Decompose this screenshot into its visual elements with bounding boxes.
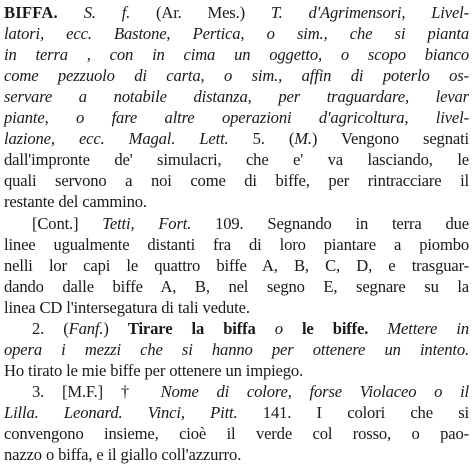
- entry-text-run: nazzo o biffa, e il giallo coll'azzurro.: [4, 445, 242, 465]
- entry-text-run: Mettere in: [387, 318, 469, 338]
- entry-text-run: Lilla. Leonard. Vinci, Pitt.: [4, 402, 238, 422]
- entry-text-run: Fanf.: [68, 318, 104, 338]
- entry-text-run: come pezzuolo di carta, o sim., affin di poterlo os-: [4, 66, 469, 86]
- entry-text-run: [58, 3, 84, 22]
- entry-line: [4, 338, 469, 361]
- entry-text-run: Tetti, Fort.: [102, 213, 192, 233]
- entry-text-run: Ho tirato le mie biffe per ottenere un impiego.: [4, 360, 304, 380]
- entry-text-run: lazione, ecc. Magal. Lett.: [4, 129, 229, 149]
- entry-text-run: S. f.: [83, 3, 131, 22]
- entry-line: [4, 254, 469, 277]
- entry-text-run: ): [103, 318, 128, 338]
- entry-text-run: M.: [294, 129, 312, 149]
- entry-text-run: nelli lor capi le quattro biffe A, B, C, D, e trasguar-: [4, 255, 469, 275]
- entry-line: [4, 401, 469, 424]
- entry-text-run: Tirare la biffa: [127, 318, 256, 338]
- entry-line: [4, 43, 469, 66]
- entry-line: [4, 422, 469, 445]
- entry-text-run: piante, o fare altre operazioni d'agricoltura, livel-: [4, 108, 469, 128]
- entry-line: [4, 1, 469, 24]
- entry-text-run: 2. (: [32, 318, 69, 338]
- entry-text-run: 109. Segnando in terra due: [191, 213, 469, 233]
- entry-text-run: o: [255, 318, 302, 338]
- entry-line: [4, 275, 469, 298]
- entry-line: [4, 296, 469, 319]
- entry-text-run: 141. I colori che si: [237, 402, 469, 422]
- entry-text-run: convengono insieme, cioè il verde col rosso, o pao-: [4, 424, 469, 443]
- entry-line: [4, 443, 469, 466]
- entry-text-run: restante del cammino.: [4, 192, 147, 212]
- entry-text-run: servare a notabile distanza, per traguardare, levar: [4, 87, 469, 107]
- entry-line: [4, 233, 469, 256]
- entry-text-run: 3. [M.F.] †: [32, 381, 161, 401]
- entry-text-run: in terra , con in cima un oggetto, o scopo bianco: [4, 45, 469, 65]
- entry-line: [4, 22, 469, 45]
- entry-text-run: ) Vengono segnati: [311, 129, 469, 149]
- entry-line: [32, 317, 469, 340]
- entry-line: [4, 359, 469, 382]
- entry-line: [32, 212, 469, 235]
- entry-text-run: latori, ecc. Bastone, Pertica, o sim., che si pianta: [4, 24, 469, 44]
- entry-text-run: linea CD l'intersegatura di tali vedute.: [4, 297, 250, 317]
- entry-text-run: Nome di colore, forse Violaceo o il: [160, 381, 469, 401]
- entry-text-run: linee ugualmente distanti fra di loro piantare a piombo: [4, 234, 469, 254]
- entry-text-run: opera i mezzi che si hanno per ottenere un intento.: [4, 339, 469, 359]
- entry-text-run: 5. (: [228, 129, 295, 149]
- entry-text-run: le biffe.: [301, 318, 369, 338]
- entry-line: [4, 169, 469, 192]
- entry-text-run: (Ar. Mes.): [130, 3, 271, 22]
- entry-text-run: dando dalle biffe A, B, nel segno E, segnare su la: [4, 276, 469, 296]
- entry-line: [32, 380, 469, 403]
- entry-text-run: dall'impronte de' simulacri, che e' va lasciando, le: [4, 150, 469, 170]
- entry-line: [4, 190, 469, 213]
- entry-line: [4, 106, 469, 129]
- entry-line: [4, 85, 469, 108]
- entry-text-run: [368, 319, 387, 338]
- entry-text-run: BIFFA.: [4, 3, 58, 22]
- entry-line: [4, 148, 469, 171]
- entry-line: [4, 64, 469, 87]
- entry-text-run: quali servono a noi come di biffe, per rintracciare il: [4, 171, 469, 191]
- entry-line: [4, 127, 469, 150]
- entry-text-run: T. d'Agrimensori, Livel-: [270, 3, 469, 22]
- entry-text-run: [Cont.]: [32, 213, 103, 233]
